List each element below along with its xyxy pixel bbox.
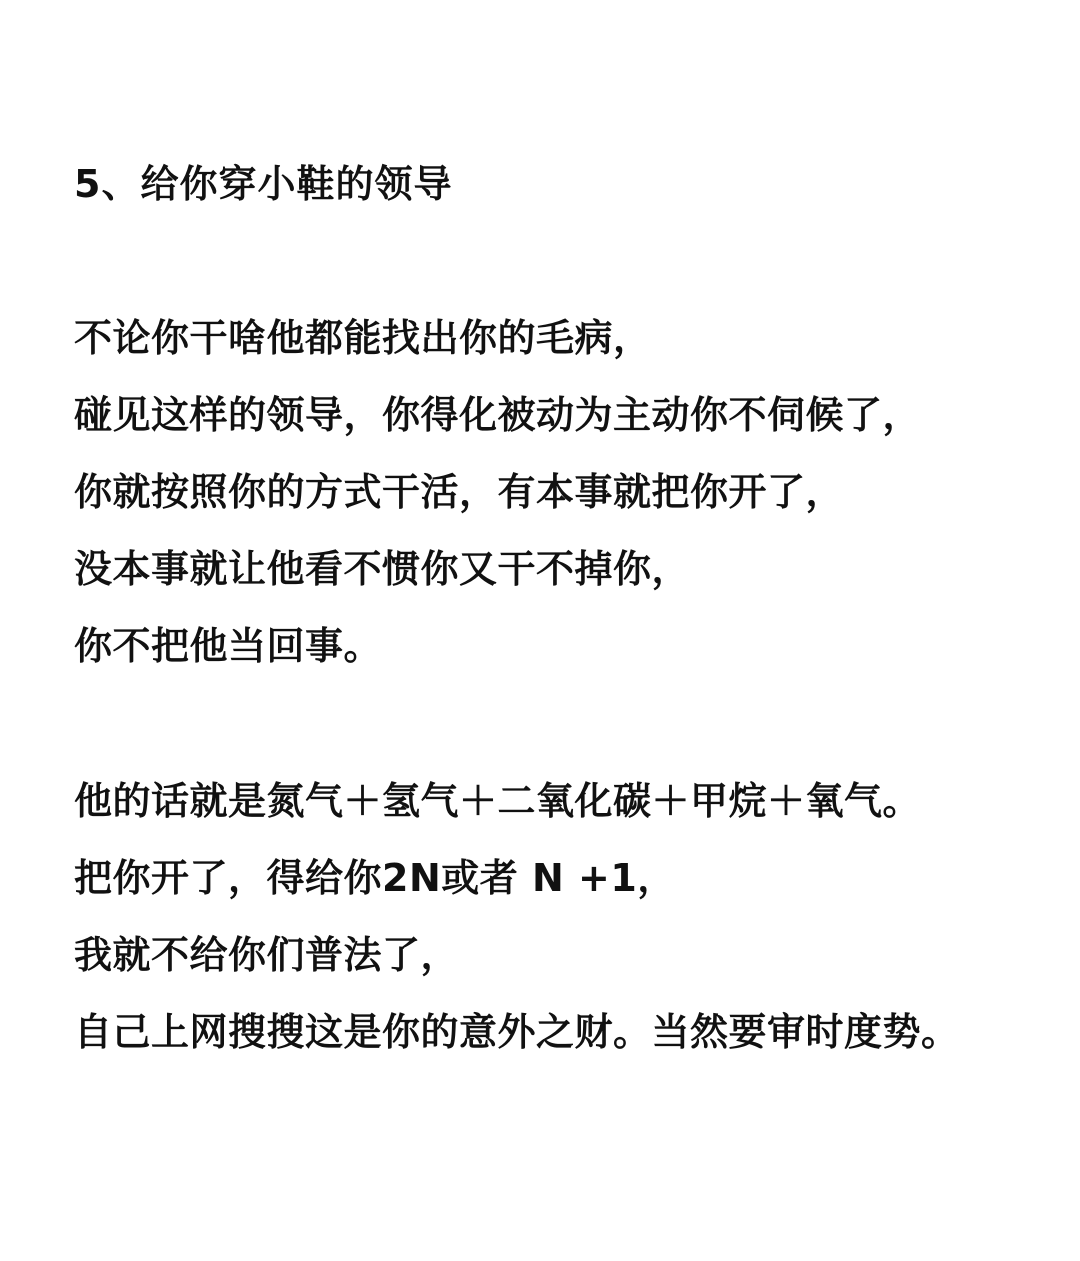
paragraph-2 bbox=[74, 775, 960, 1083]
text-line: 不论你干啥他都能找出你的毛病， bbox=[74, 316, 652, 360]
text-line: 没本事就让他看不惯你又干不掉你， bbox=[74, 547, 691, 591]
text-line: 碰见这样的领导，你得化被动为主动你不伺候了， bbox=[74, 393, 922, 437]
text-line: 你就按照你的方式干活，有本事就把你开了， bbox=[74, 470, 845, 514]
text-line: 他的话就是氮气＋氢气＋二氧化碳＋甲烷＋氧气。 bbox=[74, 779, 922, 823]
text-line: 我就不给你们普法了， bbox=[74, 933, 460, 977]
text-line: 自己上网搜搜这是你的意外之财。当然要审时度势。 bbox=[74, 1010, 960, 1054]
section-title: 5、给你穿小鞋的领导 bbox=[74, 162, 453, 206]
text-line: 把你开了，得给你2N或者 N +1， bbox=[74, 856, 676, 900]
text-line: 你不把他当回事。 bbox=[74, 624, 383, 668]
paragraph-1 bbox=[74, 312, 921, 697]
